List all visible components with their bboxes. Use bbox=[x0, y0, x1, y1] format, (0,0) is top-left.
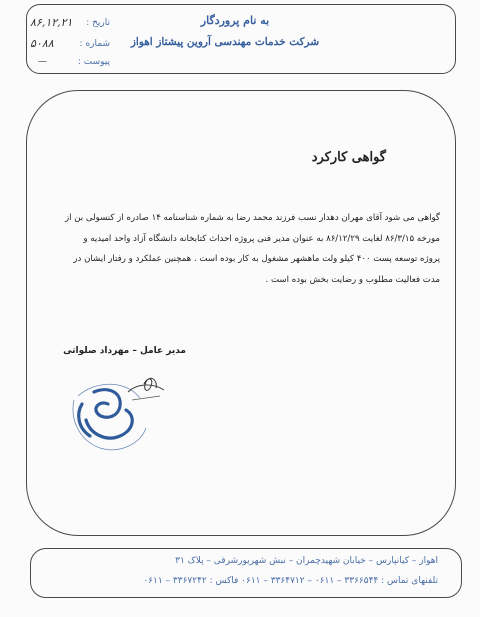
letter-title: گواهی کارکرد bbox=[311, 150, 386, 165]
paragraph-line: گواهی می شود آقای مهران دهدار نسب فرزند محمد رضا به شماره شناسنامه ۱۴ صادره از کنسولی بن از bbox=[64, 213, 440, 223]
letter-paragraph bbox=[40, 208, 440, 290]
number-label: شماره : bbox=[79, 39, 110, 49]
signer-name: مدیر عامل – مهرداد صلواتی bbox=[63, 346, 186, 356]
letter-body-box bbox=[26, 90, 456, 536]
company-name: شرکت خدمات مهندسی آروین پیشتاز اهواز bbox=[130, 36, 320, 48]
company-stamp-and-signature bbox=[56, 370, 176, 460]
footer-phones: تلفنهای تماس : ۳۳۶۶۵۴۴ – ۰۶۱۱ – ۳۳۶۴۷۱۲ – ۰۶۱۱ فاکس : ۳۳۶۷۲۴۲ – ۰۶۱۱ bbox=[143, 576, 438, 586]
attachment-label: پیوست : bbox=[77, 57, 110, 67]
paragraph-line: مورخه ۸۶/۳/۱۵ لغایت ۸۶/۱۲/۲۹ به عنوان مدیر فنی پروژه احداث کتابخانه دانشگاه آزاد واحد امیدیه و bbox=[83, 233, 440, 244]
paragraph-line: پروژه توسعه پست ۴۰۰ کیلو ولت ماهشهر مشغول به کار بوده است . همچنین عملکرد و رفتار ایشان در bbox=[73, 254, 440, 264]
paragraph-line: مدت فعالیت مطلوب و رضایت بخش بوده است . bbox=[265, 274, 440, 285]
basmala: به نام پروردگار bbox=[200, 14, 270, 27]
number-value: ۵۰۸۸ bbox=[30, 37, 54, 50]
date-label: تاریخ : bbox=[86, 18, 110, 28]
footer-address: اهواز – کیانپارس – خیابان شهیدچمران – نبش شهریورشرقی – پلاک ۳۱ bbox=[175, 556, 438, 566]
attachment-row bbox=[30, 57, 110, 71]
date-row bbox=[30, 18, 110, 32]
attachment-value: — bbox=[38, 57, 47, 67]
date-value: ۸۶,۱۲,۲۱ bbox=[30, 16, 73, 29]
number-row bbox=[30, 39, 110, 53]
